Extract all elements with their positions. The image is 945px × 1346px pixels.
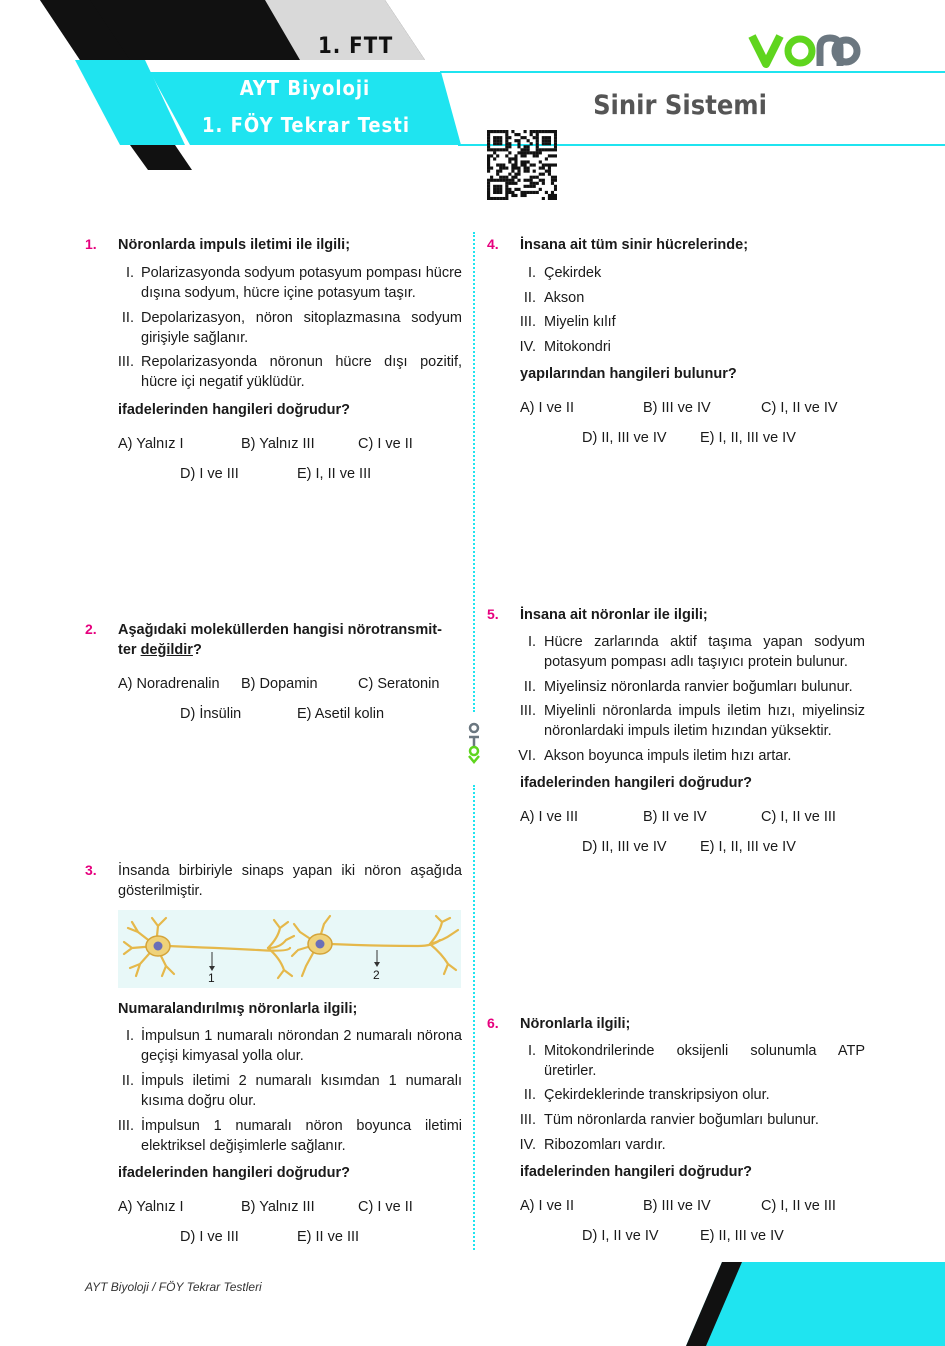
q5-item-2-numeral: II. — [523, 679, 536, 695]
q5-number: 5. — [487, 606, 499, 622]
neuron-synapse-figure — [118, 910, 461, 988]
q5-item-1: Hücre zarlarında aktif taşıma yapan sodyum potasyum pompası adlı taşıyıcı protein bulunur. — [544, 634, 865, 670]
footer-text: AYT Biyoloji / FÖY Tekrar Testleri — [85, 1280, 262, 1294]
q4-option-c[interactable]: C) I, II ve IV — [761, 400, 838, 416]
q1-option-c[interactable]: C) I ve II — [358, 436, 413, 452]
q3-item-2: İmpuls iletimi 2 numaralı kısımdan 1 numaralı kısıma doğru olur. — [141, 1073, 462, 1109]
q3-option-b[interactable]: B) Yalnız III — [241, 1199, 315, 1215]
q1-option-b[interactable]: B) Yalnız III — [241, 436, 315, 452]
q6-option-b[interactable]: B) III ve IV — [643, 1198, 711, 1214]
q3-option-d[interactable]: D) I ve III — [180, 1229, 239, 1245]
q6-option-c[interactable]: C) I, II ve III — [761, 1198, 836, 1214]
q4-item-4: Mitokondri — [544, 339, 611, 355]
q6-option-d[interactable]: D) I, II ve IV — [582, 1228, 659, 1244]
q1-item-2-numeral: II. — [121, 310, 134, 326]
q5-stem: İnsana ait nöronlar ile ilgili; — [520, 607, 708, 623]
q4-option-e[interactable]: E) I, II, III ve IV — [700, 430, 796, 446]
course-title: AYT Biyoloji — [239, 76, 371, 100]
q1-item-3: Repolarizasyonda nöronun hücre dışı pozitif, hücre içi negatif yüklüdür. — [141, 354, 462, 390]
q4-item-1-numeral: I. — [527, 265, 536, 281]
course-subtitle: 1. FÖY Tekrar Testi — [201, 113, 411, 137]
q5-item-2: Miyelinsiz nöronlarda ranvier boğumları bulunur. — [544, 679, 853, 695]
test-label: 1. FTT — [318, 34, 394, 59]
q2-stem-emphasis: değildir — [140, 642, 193, 658]
q4-ask: yapılarından hangileri bulunur? — [520, 366, 737, 382]
q6-option-a[interactable]: A) I ve II — [520, 1198, 574, 1214]
q3-lead: Numaralandırılmış nöronlarla ilgili; — [118, 1001, 358, 1017]
q2-stem — [118, 620, 463, 660]
q6-item-4: Ribozomları vardır. — [544, 1137, 666, 1153]
q6-item-3: Tüm nöronlarda ranvier boğumları bulunur. — [544, 1112, 819, 1128]
q3-ask: ifadelerinden hangileri doğrudur? — [118, 1165, 351, 1181]
q4-item-4-numeral: IV. — [519, 339, 536, 355]
figure-label-1: 1 — [208, 971, 215, 985]
divider-vono-logo — [466, 722, 482, 764]
q2-stem-line2: ter — [118, 642, 141, 658]
q4-item-1: Çekirdek — [544, 265, 602, 281]
q1-option-a[interactable]: A) Yalnız I — [118, 436, 184, 452]
q4-item-3: Miyelin kılıf — [544, 314, 616, 330]
q1-option-d[interactable]: D) I ve III — [180, 466, 239, 482]
q5-option-d[interactable]: D) II, III ve IV — [582, 839, 667, 855]
q4-number: 4. — [487, 236, 499, 252]
q3-item-3: İmpulsun 1 numaralı nöron boyunca iletimi elektriksel değişimlerle sağlanır. — [141, 1118, 462, 1154]
q4-option-b[interactable]: B) III ve IV — [643, 400, 711, 416]
q6-stem: Nöronlarla ilgili; — [520, 1016, 631, 1032]
q5-item-3-numeral: III. — [519, 703, 536, 719]
q5-option-a[interactable]: A) I ve III — [520, 809, 579, 825]
q5-item-4-numeral: VI. — [518, 748, 536, 764]
q6-item-1: Mitokondrilerinde oksijenli solunumla ATP üretirler. — [544, 1043, 865, 1079]
q5-ask: ifadelerinden hangileri doğrudur? — [520, 775, 753, 791]
q3-item-1-numeral: I. — [125, 1028, 134, 1044]
q2-option-c[interactable]: C) Seratonin — [358, 676, 440, 692]
q5-option-c[interactable]: C) I, II ve III — [761, 809, 836, 825]
q1-number: 1. — [85, 236, 97, 252]
q3-option-c[interactable]: C) I ve II — [358, 1199, 413, 1215]
q4-stem: İnsana ait tüm sinir hücrelerinde; — [520, 237, 749, 253]
q5-option-b[interactable]: B) II ve IV — [643, 809, 707, 825]
figure-label-2: 2 — [373, 968, 380, 982]
q1-item-1: Polarizasyonda sodyum potasyum pompası hücre dışına sodyum, hücre içine potasyum taşır. — [141, 265, 462, 301]
q2-stem-end: ? — [192, 642, 202, 658]
q5-item-3: Miyelinli nöronlarda impuls iletim hızı, miyelinsiz nöronlardaki impuls iletim hızından yüksektir. — [544, 703, 865, 739]
q1-stem: Nöronlarda impuls iletimi ile ilgili; — [118, 237, 351, 253]
q4-option-d[interactable]: D) II, III ve IV — [582, 430, 667, 446]
q1-item-3-numeral: III. — [117, 354, 134, 370]
q3-item-1: İmpulsun 1 numaralı nörondan 2 numaralı nörona geçişi kimyasal yolla olur. — [141, 1028, 462, 1064]
q4-item-2: Akson — [544, 290, 585, 306]
column-divider-top — [473, 232, 475, 712]
vono-logo — [748, 30, 863, 72]
q3-number: 3. — [85, 862, 97, 878]
q4-item-3-numeral: III. — [519, 314, 536, 330]
q5-option-e[interactable]: E) I, II, III ve IV — [700, 839, 796, 855]
q6-ask: ifadelerinden hangileri doğrudur? — [520, 1164, 753, 1180]
q5-item-1-numeral: I. — [527, 634, 536, 650]
q6-item-2-numeral: II. — [523, 1087, 536, 1103]
q4-option-a[interactable]: A) I ve II — [520, 400, 574, 416]
q6-item-4-numeral: IV. — [519, 1137, 536, 1153]
q6-item-1-numeral: I. — [527, 1043, 536, 1059]
footer-graphic — [0, 1262, 945, 1346]
q3-stem: İnsanda birbiriyle sinaps yapan iki nöron aşağıda gösterilmiştir. — [118, 863, 462, 899]
q3-item-3-numeral: III. — [117, 1118, 134, 1134]
q6-item-3-numeral: III. — [519, 1112, 536, 1128]
q1-item-1-numeral: I. — [125, 265, 134, 281]
topic-title: Sinir Sistemi — [593, 90, 767, 121]
q2-option-a[interactable]: A) Noradrenalin — [118, 676, 220, 692]
q3-option-a[interactable]: A) Yalnız I — [118, 1199, 184, 1215]
q6-item-2: Çekirdeklerinde transkripsiyon olur. — [544, 1087, 770, 1103]
q4-item-2-numeral: II. — [523, 290, 536, 306]
qr-code-icon[interactable] — [487, 130, 557, 200]
q2-option-b[interactable]: B) Dopamin — [241, 676, 318, 692]
q6-option-e[interactable]: E) II, III ve IV — [700, 1228, 784, 1244]
q1-item-2: Depolarizasyon, nöron sitoplazmasına sodyum girişiyle sağlanır. — [141, 310, 462, 346]
q2-number: 2. — [85, 621, 97, 637]
q2-option-d[interactable]: D) İnsülin — [180, 706, 242, 722]
q5-item-4: Akson boyunca impuls iletim hızı artar. — [544, 748, 792, 764]
q2-option-e[interactable]: E) Asetil kolin — [297, 706, 385, 722]
q3-option-e[interactable]: E) II ve III — [297, 1229, 360, 1245]
q1-option-e[interactable]: E) I, II ve III — [297, 466, 372, 482]
q1-ask: ifadelerinden hangileri doğrudur? — [118, 402, 351, 418]
q2-stem-line1: Aşağıdaki moleküllerden hangisi nörotransmit- — [118, 622, 442, 638]
column-divider-bottom — [473, 785, 475, 1250]
q6-number: 6. — [487, 1015, 499, 1031]
q3-item-2-numeral: II. — [121, 1073, 134, 1089]
